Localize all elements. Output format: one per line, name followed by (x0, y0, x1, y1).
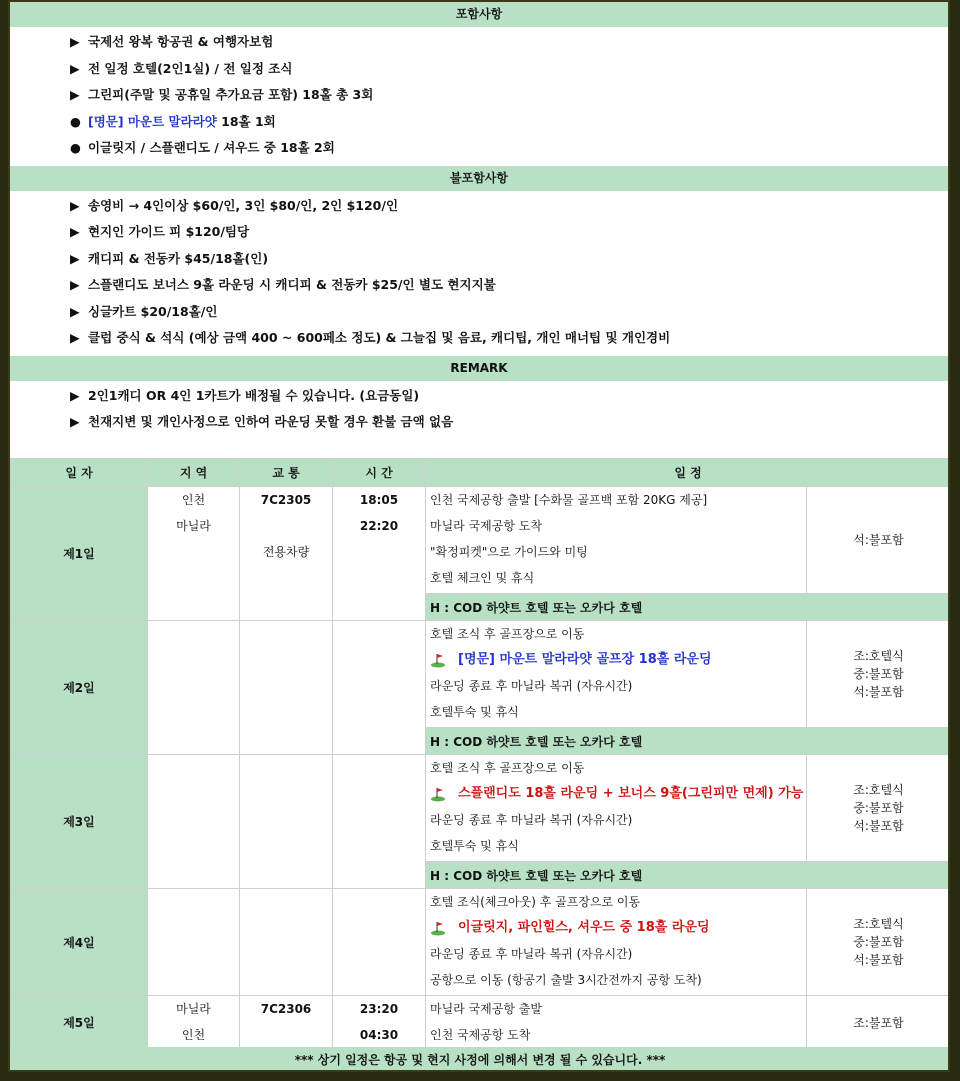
time-cell (333, 889, 426, 996)
time-cell (333, 621, 426, 755)
region-cell (148, 487, 240, 621)
time-text: 22:20 (359, 519, 399, 533)
item-text: 이글릿지 / 스플랜디도 / 셔우드 중 18홀 2회 (88, 140, 335, 155)
meal-cell (807, 621, 951, 728)
bullet: ▶ (70, 34, 80, 49)
itinerary-cell (426, 755, 807, 862)
itinerary-line: 라운딩 종료 후 마닐라 복귀 (자유시간) (430, 679, 633, 693)
time-text: 04:30 (359, 1028, 399, 1042)
item-text: 천재지변 및 개인사정으로 인하여 라운딩 못할 경우 환불 금액 없음 (88, 414, 454, 429)
meal-text: 조:호텔식 (853, 783, 904, 797)
bullet: ● (70, 140, 81, 155)
time-cell (333, 996, 426, 1050)
day-label: 제4일 (11, 889, 148, 996)
day-label: 제5일 (11, 996, 148, 1050)
list-item (70, 299, 948, 326)
highlight-text: [명문] 마운트 말라라얏 (88, 113, 217, 129)
meal-text: 석:불포함 (853, 953, 904, 967)
itinerary-line: 라운딩 종료 후 마닐라 복귀 (자유시간) (430, 813, 633, 827)
header-day: 일 자 (11, 459, 148, 487)
list-item (70, 272, 948, 299)
day-label: 제3일 (11, 755, 148, 889)
transport-cell (240, 621, 333, 755)
bullet: ▶ (70, 330, 80, 345)
time-cell (333, 487, 426, 621)
itinerary-cell (426, 889, 807, 996)
golf-course-text: 스플랜디도 18홀 라운딩 + 보너스 9홀(그린피만 면제) 가능 (458, 786, 804, 801)
hotel-row: H : COD 하얏트 호텔 또는 오카다 호텔 (426, 862, 951, 889)
bullet: ▶ (70, 197, 80, 213)
meal-cell (807, 755, 951, 862)
list-item (70, 219, 948, 246)
transport-cell (240, 755, 333, 889)
transport-text: 전용차량 (262, 545, 310, 559)
list-item (70, 29, 948, 56)
hotel-row: H : COD 하얏트 호텔 또는 오카다 호텔 (426, 594, 951, 621)
transport-text: 7C2306 (260, 1002, 312, 1016)
bullet: ▶ (70, 277, 80, 292)
time-cell (333, 755, 426, 889)
list-item (70, 409, 948, 436)
day-label: 제2일 (11, 621, 148, 755)
region-text: 마닐라 (176, 1002, 211, 1016)
bullet: ▶ (70, 250, 80, 266)
itinerary-line: 호텔투숙 및 휴식 (430, 705, 519, 719)
table-row (11, 996, 951, 1050)
header-transport: 교 통 (240, 459, 333, 487)
item-text: 클럽 중식 & 석식 (예상 금액 400 ~ 600페소 정도) & 그늘집 및 음료, 캐디팁, 개인 매너팁 및 개인경비 (88, 330, 671, 345)
itinerary-line-golf (430, 647, 806, 673)
list-item (70, 325, 948, 352)
region-text: 마닐라 (176, 519, 211, 533)
region-text: 인천 (181, 1028, 206, 1042)
item-text: 그린피(주말 및 공휴일 추가요금 포함) 18홀 총 3회 (88, 87, 374, 102)
remark-header: REMARK (10, 356, 948, 381)
region-cell (148, 996, 240, 1050)
list-item (70, 56, 948, 83)
hotel-row: H : COD 하얏트 호텔 또는 오카다 호텔 (426, 728, 951, 755)
itinerary-line: 인천 국제공항 출발 [수화물 골프백 포함 20KG 제공] (430, 493, 708, 507)
transport-cell (240, 996, 333, 1050)
meal-cell (807, 889, 951, 996)
itinerary-line: 호텔 조식 후 골프장으로 이동 (430, 761, 585, 775)
transport-cell (240, 889, 333, 996)
item-text: 송영비 → 4인이상 $60/인, 3인 $80/인, 2인 $120/인 (88, 197, 399, 213)
itinerary-line: 호텔투숙 및 휴식 (430, 839, 519, 853)
meal-text: 석:불포함 (853, 819, 904, 833)
transport-cell (240, 487, 333, 621)
itinerary-cell (426, 996, 807, 1050)
bullet: ● (70, 113, 81, 129)
included-header: 포함사항 (10, 2, 948, 27)
item-text: 현지인 가이드 피 $120/팀당 (88, 224, 250, 239)
tour-info-sheet (8, 0, 950, 1072)
bullet: ▶ (70, 60, 80, 76)
bullet: ▶ (70, 303, 80, 319)
list-item (70, 383, 948, 410)
itinerary-line-golf (430, 781, 806, 807)
table-row (11, 621, 951, 728)
schedule-table (10, 458, 950, 1050)
item-text: 2인1캐디 OR 4인 1카트가 배정될 수 있습니다. (요금동일) (88, 387, 420, 403)
itinerary-line: 호텔 조식 후 골프장으로 이동 (430, 627, 585, 641)
time-text: 23:20 (359, 1002, 399, 1016)
itinerary-line: 호텔 조식(체크아웃) 후 골프장으로 이동 (430, 895, 641, 909)
list-item (70, 82, 948, 109)
itinerary-line-golf (430, 915, 806, 941)
meal-text: 중:불포함 (853, 935, 904, 949)
golf-flag-icon (430, 786, 446, 802)
itinerary-cell (426, 487, 807, 594)
transport-text: 7C2305 (260, 493, 312, 507)
excluded-header: 불포함사항 (10, 166, 948, 191)
header-region: 지 역 (148, 459, 240, 487)
itinerary-line: 마닐라 국제공항 출발 (430, 1002, 542, 1016)
transport-text (240, 513, 332, 539)
item-text: 스플랜디도 보너스 9홀 라운딩 시 캐디피 & 전동카 $25/인 별도 현지지불 (88, 277, 496, 292)
itinerary-line: 라운딩 종료 후 마닐라 복귀 (자유시간) (430, 947, 633, 961)
header-itinerary: 일 정 (426, 459, 951, 487)
meal-text: 석:불포함 (853, 685, 904, 699)
table-row (11, 487, 951, 594)
list-item (70, 135, 948, 162)
item-text: 18홀 1회 (216, 113, 276, 129)
bullet: ▶ (70, 387, 80, 403)
day-label: 제1일 (11, 487, 148, 621)
itinerary-line: 공항으로 이동 (항공기 출발 3시간전까지 공항 도착) (430, 973, 702, 987)
time-text: 18:05 (359, 493, 399, 507)
schedule-footer-note: *** 상기 일정은 항공 및 현지 사정에 의해서 변경 될 수 있습니다. *** (10, 1047, 950, 1072)
item-text: 싱글카트 $20/18홀/인 (88, 303, 218, 319)
golf-flag-icon (430, 920, 446, 936)
bullet: ▶ (70, 224, 80, 239)
remark-list (10, 381, 948, 440)
meal-cell (807, 487, 951, 594)
list-item (70, 246, 948, 273)
itinerary-line: 마닐라 국제공항 도착 (430, 519, 542, 533)
itinerary-line: 호텔 체크인 및 휴식 (430, 571, 535, 585)
region-cell (148, 621, 240, 755)
table-row (11, 889, 951, 996)
meal-text: 중:불포함 (853, 801, 904, 815)
item-text: 캐디피 & 전동카 $45/18홀(인) (88, 250, 269, 266)
meal-text: 중:불포함 (853, 667, 904, 681)
item-text: 전 일정 호텔(2인1실) / 전 일정 조식 (88, 60, 293, 76)
meal-text: 조:불포함 (853, 1015, 904, 1030)
itinerary-cell (426, 621, 807, 728)
meal-text: 석:불포함 (853, 533, 904, 547)
golf-course-text: [명문] 마운트 말라라얏 골프장 18홀 라운딩 (458, 652, 712, 667)
item-text: 국제선 왕복 항공권 & 여행자보험 (88, 34, 274, 49)
meal-text: 조:호텔식 (853, 649, 904, 663)
region-cell (148, 889, 240, 996)
list-item (70, 109, 948, 136)
table-row (11, 755, 951, 862)
bullet: ▶ (70, 414, 80, 429)
itinerary-line: "확정피켓"으로 가이드와 미팅 (430, 545, 588, 559)
meal-text: 조:호텔식 (853, 917, 904, 931)
meal-cell (807, 996, 951, 1050)
region-text: 인천 (181, 493, 206, 507)
golf-course-text: 이글릿지, 파인힐스, 셔우드 중 18홀 라운딩 (458, 920, 710, 935)
schedule-header-row (11, 459, 951, 487)
excluded-list (10, 191, 948, 356)
golf-flag-icon (430, 652, 446, 668)
header-time: 시 간 (333, 459, 426, 487)
bullet: ▶ (70, 87, 80, 102)
itinerary-line: 인천 국제공항 도착 (430, 1028, 531, 1042)
region-cell (148, 755, 240, 889)
included-list (10, 27, 948, 166)
list-item (70, 193, 948, 220)
